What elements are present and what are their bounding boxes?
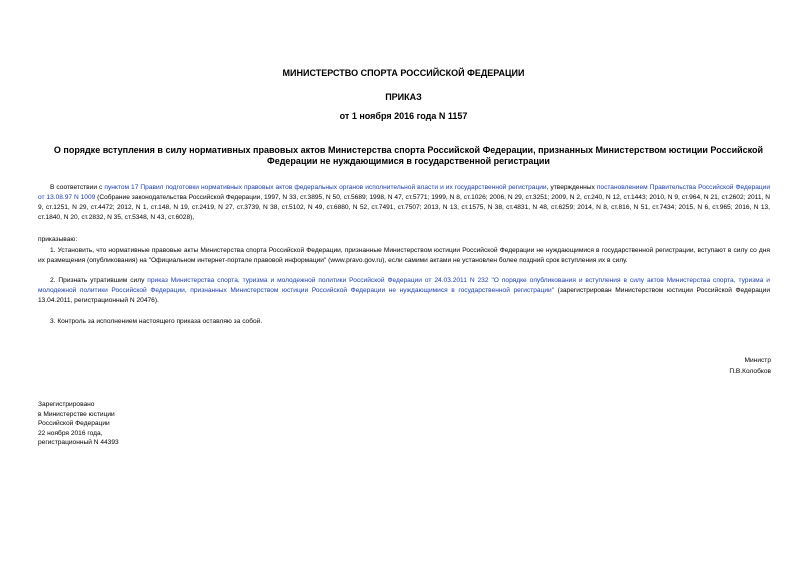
registration-block [38,400,119,448]
item-3-text: 3. Контроль за исполнением настоящего приказа оставляю за собой. [50,318,263,325]
item-2-text-a: 2. Признать утратившим силу [50,277,148,284]
preamble-text-b: , утвержденных [546,184,597,191]
signature-name: П.В.Колобков [729,368,771,375]
paragraph-item-2 [38,276,770,306]
resolution-link[interactable]: постановлением Правительства Российской Федерации от 13.08.97 N 1009 [38,184,771,201]
preamble-text-a: В соответствии с [50,184,105,191]
revoked-order-link[interactable]: приказ Министерства спорта, туризма и молодежной политики Российской Федерации от 24.03.2011 N 232 "О порядке опубликования и вступления в силу актов Министерства спорта, туризма и молодежной политики Российской Федерации, признанных Министерством юстиции Российской Федерации не нуждающимися в государственной регистрации" [38,277,770,294]
paragraph-item-3 [38,317,770,327]
ordering-word: приказываю: [38,236,78,243]
registration-line: 22 ноября 2016 года, [38,429,103,437]
registration-line: Российской Федерации [38,420,110,427]
signature-position: Министр [744,357,771,364]
item-2-text-b: (зарегистрирован Министерством юстиции Российской Федерации 13.04.2011, регистрационный N 20476). [38,287,771,304]
registration-line: регистрационный N 44393 [38,439,119,446]
rules-link[interactable]: пунктом 17 Правил подготовки нормативных правовых актов федеральных органов исполнительной власти и их государственной регистрации [104,184,547,191]
order-date: от 1 ноября 2016 года N 1157 [339,111,468,121]
registration-line: Зарегистрировано [38,401,95,408]
paragraph-item-1 [38,246,770,266]
order-title: О порядке вступления в силу нормативных правовых актов Министерства спорта Российской Федерации, признанных Министерством юстиции Российской Федерации не нуждающимися в государственной регистрации [53,145,764,166]
order-heading: ПРИКАЗ [385,92,422,102]
ministry-heading: МИНИСТЕРСТВО СПОРТА РОССИЙСКОЙ ФЕДЕРАЦИИ [282,68,525,78]
paragraph-preamble [38,183,770,223]
preamble-text-c: (Собрание законодательства Российской Федерации, 1997, N 33, ст.3895, N 50, ст.5689; 1998, N 47, ст.5771; 1999, N 8, ст.1026; 2006, N 29, ст.3251; 2009, N 2, ст.240, N 12, ст.1443; 2010, N 9, ст.964, N 21, ст.2602; 2011, N 9, ст.1251, N 29, ст.4472; 2012, N 1, ст.148, N 19, ст.2419, N 27, ст.3739, N 38, ст.5102, N 49, ст.6880, N 52, ст.7491, ст.7507; 2013, N 13, ст.1575, N 38, ст.4831, N 48, ст.6259; 2014, N 8, ст.816, N 51, ст.7434; 2015, N 6, ст.965; 2016, N 13, ст.1840, N 20, ст.2832, N 35, ст.5348, N 43, ст.6028), [38,194,770,221]
item-1-text: 1. Установить, что нормативные правовые акты Министерства спорта Российской Федерации, признанные Министерством юстиции Российской Федерации не нуждающимися в государственной регистрации, вступают в силу со дня их размещения (опубликования) на "Официальном интернет-портале правовой информации" (www.pravo.gov.ru), если самими актами не установлен более поздний срок вступления их в силу. [38,247,770,264]
registration-line: в Министерстве юстиции [38,410,115,418]
